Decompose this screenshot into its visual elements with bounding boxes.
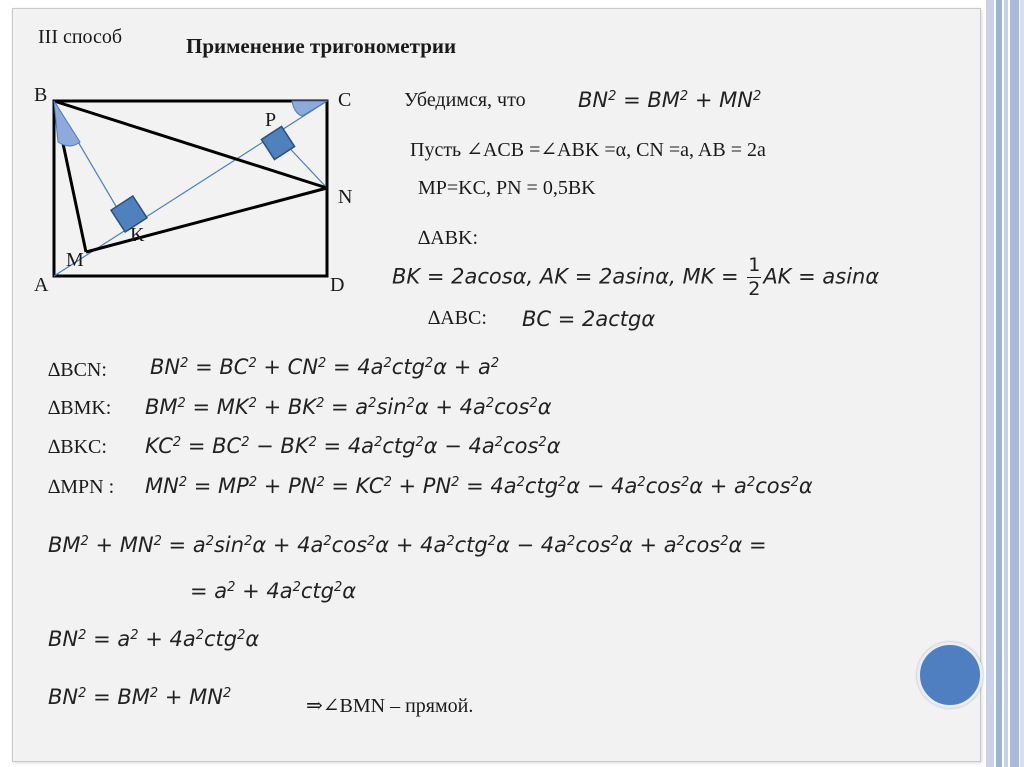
triangle-bmk-formula: $BM^2 = MK^2 + BK^2 = a^2\sin^2\alpha + 4a^2\cos^2\alpha$	[145, 395, 552, 419]
right-angle-marker-p	[261, 126, 294, 159]
triangle-bmk-label: ∆BMK:	[48, 397, 112, 419]
triangle-bcn-label: ∆BCN:	[48, 359, 107, 381]
point-label-k: K	[130, 224, 145, 246]
slide-title: Применение тригонометрии	[186, 34, 457, 58]
point-label-p: P	[265, 109, 277, 131]
given-conditions: Пусть ∠ACB =∠ABK =α, CN =a, AB = 2a	[410, 139, 766, 161]
method-label: III способ	[38, 26, 123, 48]
point-label-d: D	[330, 274, 345, 296]
decor-stripe	[1004, 0, 1008, 767]
triangle-mpn-label: ∆MPN :	[48, 476, 115, 498]
angle-c-marker	[292, 101, 327, 116]
triangle-abc-formula: BC = 2actgα	[522, 307, 656, 331]
point-label-c: C	[338, 89, 352, 111]
conclusion-text: ⇒∠BMN – прямой.	[306, 695, 474, 717]
decor-circle	[917, 642, 983, 708]
point-label-b: B	[34, 84, 48, 106]
fraction-one-half: $\frac{1}{2}$	[748, 254, 761, 300]
intro-text: Убедимся, что	[404, 89, 526, 111]
point-label-m: M	[66, 249, 84, 271]
decor-stripe	[996, 0, 1002, 767]
decor-stripe	[1020, 0, 1024, 767]
given-relations: MP=KC, PN = 0,5BK	[418, 177, 596, 199]
intro-formula: $BN^2 = BM^2 + MN^2$	[578, 88, 762, 112]
point-label-n: N	[338, 186, 353, 208]
decor-stripe	[1010, 0, 1019, 767]
decor-stripe	[986, 0, 994, 767]
triangle-mpn-formula: $MN^2 = MP^2 + PN^2 = KC^2 + PN^2 = 4a^2ctg^2\alpha - 4a^2\cos^2\alpha + a^2\cos^2\alpha$	[145, 474, 813, 498]
triangle-bcn-formula: $BN^2 = BC^2 + CN^2 = 4a^2ctg^2\alpha + a^2$	[150, 355, 500, 379]
sum-line-2: = $a^2 + 4a^2ctg^2\alpha$	[190, 579, 357, 603]
triangle-abc-label: ∆ABC:	[428, 307, 487, 329]
triangle-abk-label: ∆ABK:	[418, 227, 479, 249]
point-label-a: A	[34, 274, 49, 296]
sum-line-1: $BM^2 + MN^2 = a^2\sin^2\alpha + 4a^2\cos^2\alpha + 4a^2ctg^2\alpha - 4a^2\cos^2\alpha + a^2\cos^2\alpha$ =	[48, 533, 767, 557]
sum-line-3: $BN^2 = a^2 + 4a^2ctg^2\alpha$	[48, 627, 260, 651]
triangle-bkc-formula: $KC^2 = BC^2 - BK^2 = 4a^2ctg^2\alpha - 4a^2\cos^2\alpha$	[145, 434, 561, 458]
triangle-abk-formula: BK = 2acosα, AK = 2asinα, MK = $\frac{1}{2}$ AK = asinα	[392, 254, 880, 300]
geometry-figure	[0, 80, 360, 290]
sum-line-4: $BN^2 = BM^2 + MN^2$	[48, 685, 232, 709]
triangle-bkc-label: ∆BKC:	[48, 436, 107, 458]
